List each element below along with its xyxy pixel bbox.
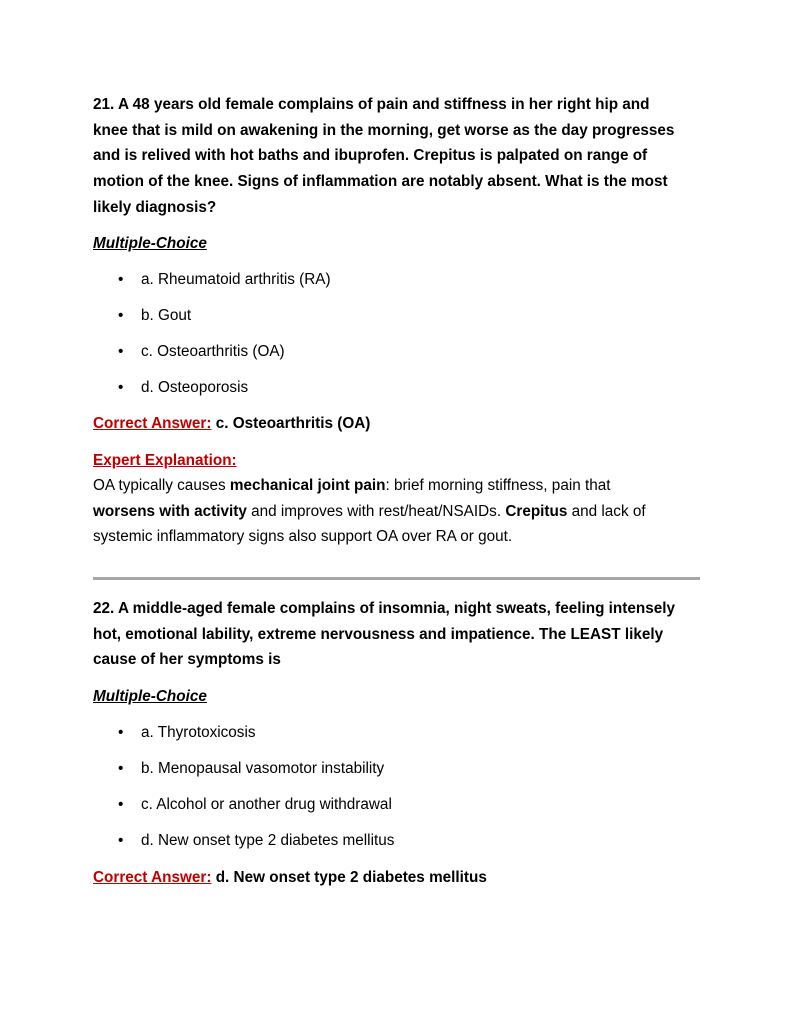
option-item: [118, 829, 394, 853]
question-type-label: Multiple-Choice: [93, 235, 207, 252]
bullet-icon: •: [118, 379, 124, 396]
text: worsens with activity: [93, 502, 247, 520]
option-item: [118, 340, 285, 364]
correct-answer: [93, 411, 370, 437]
question-line: hot, emotional lability, extreme nervousness and impatience. The LEAST likely: [93, 625, 664, 643]
explanation-label: Expert Explanation:: [93, 452, 237, 469]
option-text: c. Osteoarthritis (OA): [141, 343, 285, 360]
text: and lack of: [567, 502, 646, 520]
option-text: b. Gout: [141, 307, 192, 324]
question-type-label: Multiple-Choice: [93, 688, 207, 705]
option-item: [118, 793, 392, 817]
text: and improves with rest/heat/NSAIDs.: [246, 502, 506, 520]
question-line: cause of her symptoms is: [93, 651, 281, 669]
bullet-icon: •: [118, 724, 124, 741]
question-line: motion of the knee. Signs of inflammation are notably absent. What is the most: [93, 173, 668, 191]
text: systemic inflammatory signs also support OA over RA or gout.: [93, 528, 513, 546]
question-line: knee that is mild on awakening in the morning, get worse as the day progresses: [93, 121, 675, 139]
option-text: a. Thyrotoxicosis: [141, 724, 256, 741]
option-item: [118, 304, 191, 328]
correct-answer-label: Correct Answer:: [93, 415, 212, 432]
option-item: [118, 268, 331, 292]
bullet-icon: •: [118, 307, 124, 324]
bullet-icon: •: [118, 343, 124, 360]
option-text: a. Rheumatoid arthritis (RA): [141, 271, 331, 288]
question-line: 21. A 48 years old female complains of pain and stiffness in her right hip and: [93, 96, 650, 113]
question-line: and is relived with hot baths and ibuprofen. Crepitus is palpated on range of: [93, 147, 648, 165]
option-item: [118, 721, 256, 745]
bullet-icon: •: [118, 271, 124, 288]
option-item: [118, 757, 384, 781]
question-22: [93, 596, 675, 673]
explanation-text: [93, 473, 646, 550]
option-text: c. Alcohol or another drug withdrawal: [141, 796, 392, 813]
bullet-icon: •: [118, 832, 124, 849]
option-text: d. Osteoporosis: [141, 379, 249, 396]
bullet-icon: •: [118, 760, 124, 777]
text: Crepitus: [505, 502, 568, 520]
bullet-icon: •: [118, 796, 124, 813]
option-text: b. Menopausal vasomotor instability: [141, 760, 385, 777]
correct-answer-value: c. Osteoarthritis (OA): [215, 415, 371, 432]
text: mechanical joint pain: [229, 477, 386, 494]
correct-answer-label: Correct Answer:: [93, 869, 212, 886]
text: OA typically causes: [93, 477, 230, 494]
question-line: 22. A middle-aged female complains of insomnia, night sweats, feeling intensely: [93, 600, 675, 617]
correct-answer: [93, 865, 487, 891]
question-line: likely diagnosis?: [93, 198, 217, 216]
option-text: d. New onset type 2 diabetes mellitus: [141, 832, 395, 849]
question-21: [93, 92, 674, 221]
divider: [93, 577, 700, 580]
correct-answer-value: d. New onset type 2 diabetes mellitus: [215, 869, 487, 886]
text: : brief morning stiffness, pain that: [385, 477, 611, 494]
option-item: [118, 376, 248, 400]
